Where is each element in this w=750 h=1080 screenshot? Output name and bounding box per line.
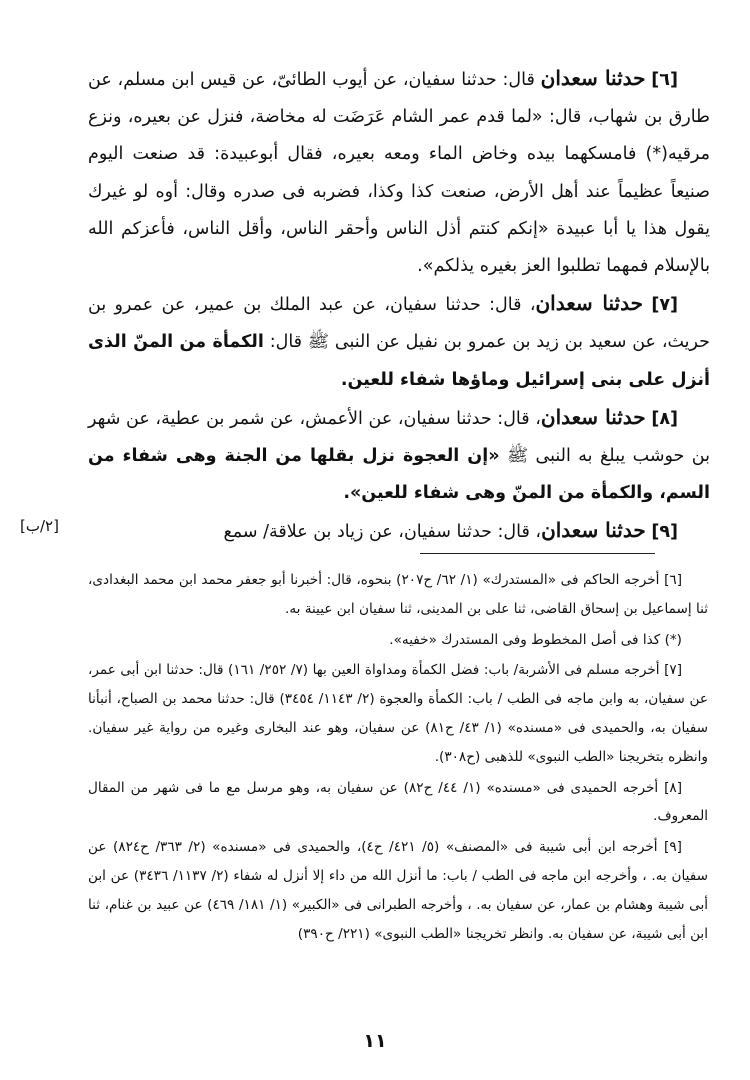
manuscript-folio-ref: [٢/ب] — [20, 517, 59, 535]
hadith-text: ، قال: حدثنا سفيان، عن زياد بن علاقة/ سمع — [223, 522, 542, 543]
footnote: [٨] أخرجه الحميدى فى «مسنده» (١/ ٤٤/ ح٨٢) عن سفيان به، وهو مرسل مع ما فى شهر من المقال المعروف. — [88, 779, 708, 825]
hadith-number: [٧] — [651, 295, 678, 316]
hadith-6 — [88, 60, 710, 285]
narrator-heading: حدثنا سعدان — [540, 66, 646, 90]
hadith-matn: الكمأة من المنّ الذى أنزل على بنى إسرائيل وماؤها شفاء للعين. — [88, 332, 710, 390]
hadith-text: ، قال: حدثنا سفيان، عن الأعمش، عن شمر بن عطية، عن شهر بن حوشب يبلغ به النبى ﷺ — [88, 408, 710, 467]
footnotes — [88, 566, 708, 948]
main-text — [88, 60, 710, 552]
narrator-heading: حدثنا سعدان — [535, 291, 643, 316]
footnote: (*) كذا فى أصل المخطوط وفى المستدرك «خفيه». — [389, 631, 682, 648]
hadith-number: [٦] — [651, 70, 678, 90]
narrator-heading: حدثنا سعدان — [540, 404, 646, 429]
hadith-7 — [88, 285, 710, 399]
hadith-number: [٩] — [651, 522, 678, 543]
hadith-matn: «إن العجوة نزل بقلها من الجنة وهى شفاء من السم، والكمأة من المنّ وهى شفاء للعين». — [88, 446, 710, 504]
footnote: [٦] أخرجه الحاكم فى «المستدرك» (١/ ٦٢/ ح٢٠٧) بنحوه، قال: أخبرنا أبو جعفر محمد ابن محمد البغدادى، ثنا إسماعيل بن إسحاق القاضى، ثنا على بن المدينى، ثنا سفيان ابن عيينة به. — [88, 572, 708, 617]
page-number: ١١ — [363, 1030, 387, 1052]
hadith-number: [٨] — [651, 408, 678, 429]
hadith-text: قال: حدثنا سفيان، عن أيوب الطائىّ، عن قيس ابن مسلم، عن طارق بن شهاب، قال: «لما قدم عمر الشام عَرَضَت له مخاضة، فنزل عن بعيره، ونزع مرقيه(*) فامسكهما بيده وخاض الماء ومعه بعيره، فقال أبوعبيدة: قد صنعت اليوم صنيعاً عظيماً عند أهل الأرض، صنعت كذا وكذا، فضربه فى صدره وقال: أوه لو غيرك يقول هذا يا أبا عبيدة «إنكم كنتم أذل الناس وأحقر الناس، وأقل الناس، فأعزكم الله بالإسلام فمهما تطلبوا العز بغيره يذلكم». — [88, 70, 710, 277]
hadith-8 — [88, 399, 710, 513]
footnote: [٩] أخرجه ابن أبى شيبة فى «المصنف» (٥/ ٤٢١/ ح٤)، والحميدى فى «مسنده» (٢/ ٣٦٣/ ح٨٢٤) عن سفيان به. ، وأخرجه ابن ماجه فى الطب / باب: ما أنزل الله من داء إلا أنزل له شفاء (٢/ ١١٣٧/ ٣٤٣٦) عن ابن أبى شيبة وهشام بن عمار، عن سفيان به. ، وأخرجه الطبرانى فى «الكبير» (١/ ١٨١/ ٤٦٩) عن عبيد بن غنام، ثنا ابن أبى شيبة، عن سفيان به. وانظر تخريجنا «الطب النبوى» (٢٢١/ ح٣٩٠) — [88, 839, 709, 942]
footnote-divider — [420, 553, 655, 554]
hadith-text: ، قال: حدثنا سفيان، عن عبد الملك بن عمير، عن عمرو بن حريث، عن سعيد بن زيد بن عمرو بن نفيل عن النبى ﷺ قال: — [88, 295, 710, 353]
narrator-heading: حدثنا سعدان — [541, 518, 646, 543]
footnote: [٧] أخرجه مسلم فى الأشربة/ باب: فضل الكمأة ومداواة العين بها (٧/ ٢٥٢/ ١٦١) قال: حدثنا ابن أبى عمر، عن سفيان، به وابن ماجه فى الطب / باب: الكمأة والعجوة (٢/ ١١٤٣/ ٣٤٥٤) قال: حدثنا محمد بن الصباح، أنبأنا سفيان به، والحميدى فى «مسنده» (١/ ٤٣/ ح٨١) عن سفيان، وهو عند البخارى وغيره من رواية غير سفيان. وانظره بتخريجنا «الطب النبوى» للذهبى (ح٣٠٨). — [88, 662, 709, 765]
hadith-9 — [88, 512, 710, 551]
